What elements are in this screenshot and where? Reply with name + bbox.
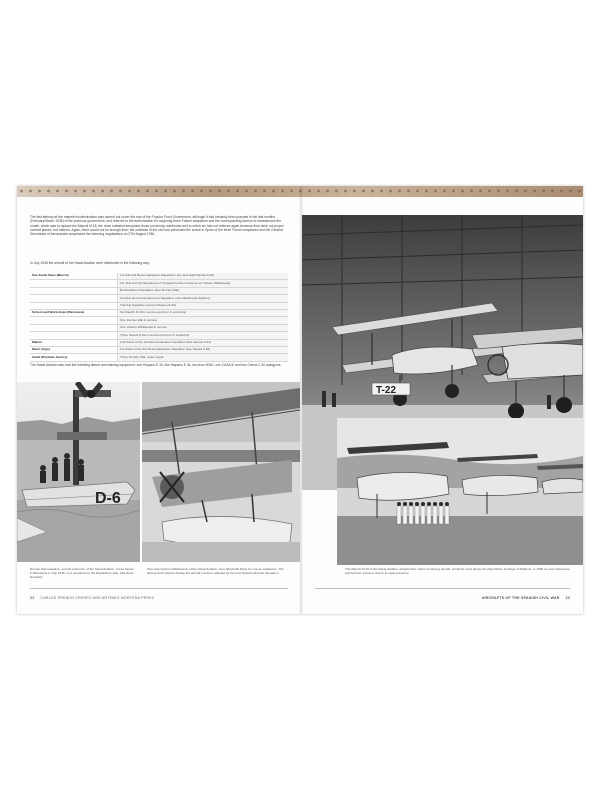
base-location-cell: School and Workshops (Barcelona) (30, 309, 118, 316)
table-row (30, 354, 288, 361)
footer-rule (30, 588, 288, 589)
unit-description-cell: 1st and 2nd Reconnaissance Squadrons (ten and eight Savoia S.62) (118, 273, 289, 280)
aircraft-distribution-table (30, 273, 288, 362)
footer-rule (315, 588, 570, 589)
table-row (30, 295, 288, 302)
table-row (30, 309, 288, 316)
body-paragraph-2: In July 1936 the aircraft of the Naval Aviation were distributed in the following way: (30, 261, 150, 265)
table-row (30, 273, 288, 280)
photo-caption-vickers: Two-seat Vickers Wildebeests of the Naval Aviation, here fitted with floats for use as seaplanes. The factory-fresh photos display the aircraft numbers adopted by the 2nd Torpedo Bomber Squadron. (147, 567, 284, 575)
table-row (30, 332, 288, 339)
unit-description-cell: One Dornier Wal in service (118, 317, 289, 324)
page-number: 22 (30, 596, 35, 600)
page-number: 23 (565, 596, 570, 600)
right-page (302, 197, 583, 614)
unit-description-cell: Combat and Accompaniment Squadron (nine Martinsyde fighters) (118, 295, 289, 302)
svg-text:D-6: D-6 (95, 490, 121, 507)
base-location-cell (30, 324, 118, 331)
unit-description-cell: One Vickers Wildebeest in service (118, 324, 289, 331)
unit-description-cell: 1st Patrol of the 3rd Reconnaissance Squadron (five Savoia S.62) (118, 346, 289, 353)
base-location-cell (30, 280, 118, 287)
base-location-cell (30, 332, 118, 339)
base-location-cell (30, 317, 118, 324)
table-row (30, 287, 288, 294)
body-paragraph-3: The Naval Aviation also had the following liaison and training equipment: one Hispano E.30, five Hispano E.34, two Avro 504K, one CASA III and two Cierva C.30 autogyros. (30, 363, 282, 367)
macchi-m18-lineup-photo (337, 418, 583, 565)
unit-description-cell: Three Dornier Wal, under repair (118, 354, 289, 361)
author-running-head: CARLOS PRENDO CRESPO AND ARTEMIO MORTERA PEREZ (40, 596, 155, 600)
aircraft-marking-t22: T-22 (376, 385, 397, 396)
base-location-cell: San Javier Base (Murcia) (30, 273, 118, 280)
table-row (30, 317, 288, 324)
table-row (30, 346, 288, 353)
vickers-wildebeest-seaplane-photo (142, 382, 300, 562)
left-folio (30, 596, 154, 600)
base-location-cell: Mahón (30, 339, 118, 346)
base-location-cell (30, 295, 118, 302)
unit-description-cell: Bombardment Squadron (four Dornier Wal) (118, 287, 289, 294)
base-location-cell: Marín (Vigo) (30, 346, 118, 353)
unit-description-cell: Six Macchi M.18 in service and four in workshop (118, 309, 289, 316)
photo-caption-seaplane: Dornier Wal seaplane, aircraft code D-6, of the Naval Aviation. It was based in Barcelona in July 1936, so it remained on the Republican side. (Via Zona Ecuador) (30, 567, 134, 579)
base-location-cell (30, 302, 118, 309)
unit-description-cell: 1st, 2nd and 3rd Squadrons of Torpedo bombers (twenty-six Vickers Wildebeest) (118, 280, 289, 287)
dornier-wal-photo (17, 382, 140, 562)
right-folio (482, 596, 570, 600)
table-row (30, 339, 288, 346)
book-running-head: AIRCRAFTS OF THE SPANISH CIVIL WAR (481, 596, 560, 600)
body-paragraph-1: The last attempt at the materiel modernization was carried out under the rule of the Popular Front Government, although it had certainly been planned in the last months (February/March 1936) of the previous government, and referred to the authorization for acquiring three Fokker seaplanes and the corresponding license to manufacture the model, which was to replace the Macchi M.18, the most outdated aeroplane those previously mentioned and to which we had not referred again because they were not proper combat planes, but trainers. Again, there would not be enough time: the outbreak of the civil war prevented the arrival in Spain of the three French seaplanes and the General Directorate of Aeronautics suspended the licensing negotiations on 27th August 1936. (30, 215, 284, 237)
unit-description-cell: Three Savoia S.62 in service and four in workshop (118, 332, 289, 339)
table-row (30, 324, 288, 331)
left-page (17, 197, 300, 614)
base-location-cell (30, 287, 118, 294)
book-spread (17, 186, 583, 614)
table-row (30, 302, 288, 309)
photo-caption-lineup: The Macchi M.18 of the Naval Aviation, despite their status of training aircraft, would be used during the Republican landings of Mallorca, in 1936 as reconnaissance and bomber missions due to its wide presence. (345, 567, 570, 575)
unit-description-cell: 2nd Patrol of the 1st Reconnaissance Squadron (five Savoia S.62) (118, 339, 289, 346)
base-location-cell: Cádiz (Puntales factory) (30, 354, 118, 361)
unit-description-cell: Training Squadron (seven Hispano E.30) (118, 302, 289, 309)
table-row (30, 280, 288, 287)
